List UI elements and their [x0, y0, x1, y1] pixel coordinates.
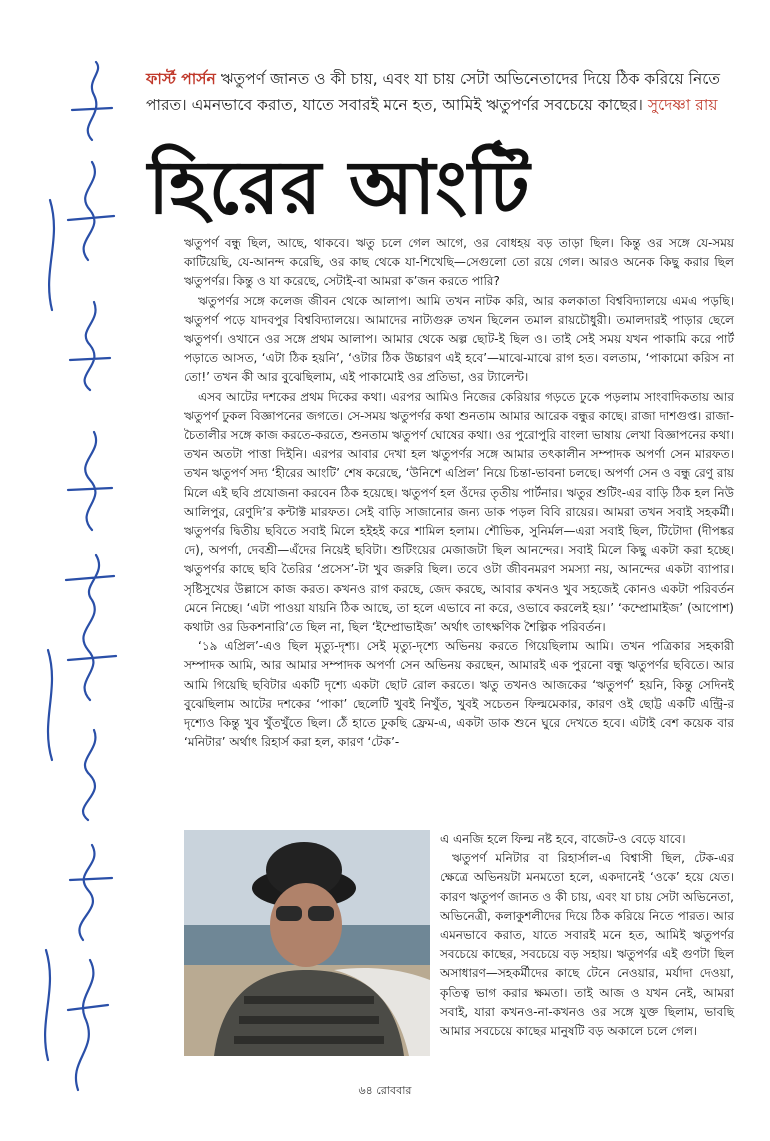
body-paragraph: এসব আটের দশকের প্রথম দিকের কথা। এরপর আমিও নিজের কেরিয়ার গড়তে ঢুকে পড়লাম সাংবাদিকতায় আর ঋতুপর্ণ ঢুকল বিজ্ঞাপনের জগতে। সে-সময় ঋতুপর্ণর কথা শুনতাম আমার আরেক বন্ধুর কাছে। রাজা দাশগুপ্ত। রাজা-চৈতালীর সঙ্গে কাজ করতে-করতে, শুনতাম ঋতুপর্ণ ঘোষের কথা। ওর পুরোপুরি বাংলা ভাষায় লেখা বিজ্ঞাপনের কথা। তখন অতটা পাত্তা দিইনি। এরপর আবার দেখা হল ঋতুপর্ণর সঙ্গে আমার তৎকালীন সম্পাদক অপর্ণা সেন মারফত। তখন ঋতুপর্ণ সদ্য ‘হীরের আংটি’ শেষ করেছে, ‘উনিশে এপ্রিল’ নিয়ে চিন্তা-ভাবনা চলছে। অপর্ণা সেন ও বন্ধু রেণু রায় মিলে এই ছবি প্রযোজনা করবেন ঠিক হয়েছে। ঋতুপর্ণ হল ওঁদের তৃতীয় পার্টনার। ঋতুর শুটিং-এর বাড়ি ঠিক হল নিউ আলিপুর, রেণুদি’র কন্টাক্ট মারফত। সেই বাড়ি সাজানোর জন্য ডাক পড়ল বিবি রায়ের। আমরা তখন সবাই সহকর্মী। ঋতুপর্ণর দ্বিতীয় ছবিতে সবাই মিলে হইহই করে শামিল হলাম। শৌভিক, সুনির্মল—এরা সবাই ছিল, টিটোদা (দীপঙ্কর দে), অপর্ণা, দেবশ্রী—এঁদের নিয়েই ছবিটা। শুটিংয়ের মেজাজটা ছিল আনন্দের। সবাই মিলে কিছু একটা করা হচ্ছে। ঋতুপর্ণর কাছে ছবি তৈরির ‘প্রসেস’-টা খুব জরুরি ছিল। তবে ওটা জীবনমরণ সমস্যা নয়, আনন্দের একটা ব্যাপার। সৃষ্টিসুখের উল্লাসে কাজ করত। কখনও রাগ করছে, জেদ করছে, আবার কখনও খুব সহজেই কোনও একটা পরিবর্তন মেনে নিচ্ছে। ‘এটা পাওয়া যায়নি ঠিক আছে, তা হলে এভাবে না করে, ওভাবে করলেই হয়।’ ‘কম্প্রোমাইজ’ (আপোশ) কথাটা ওর ডিকশনারি’তে ছিল না, ছিল ‘ইম্প্রোভাইজ’ অর্থাৎ তাৎক্ষণিক শৈল্পিক পরিবর্তন। [184, 389, 734, 635]
article-title: হিরের আংটি [148, 145, 531, 231]
article-side-text [440, 830, 734, 1041]
article-body [184, 234, 734, 752]
handwritten-annotation [8, 60, 138, 1120]
handwriting-scribble [8, 60, 138, 1120]
section-kicker: ফার্স্ট পার্সন [146, 70, 216, 88]
side-paragraph: ঋতুপর্ণ মনিটার বা রিহার্সাল-এ বিশ্বাসী ছিল, টেক-এর ক্ষেত্রে অভিনয়টা মনমতো হলে, একদানেই ‘ওকে’ হয়ে যেত। কারণ ঋতুপর্ণ জানত ও কী চায়, এবং যা চায় সেটা অভিনেতা, অভিনেত্রী, কলাকুশলীদের দিয়ে ঠিক করিয়ে নিতে পারত। আর এমনভাবে করাত, যাতে সবারই মনে হত, আমিই ঋতুপর্ণর সবচেয়ে কাছের, সবচেয়ে বড় সহায়। ঋতুপর্ণর এই গুণটা ছিল অসাধারণ—সহকর্মীদের কাছে টেনে নেওয়ার, মর্যাদা দেওয়া, কৃতিত্ব ভাগ করার ক্ষমতা। তাই আজ ও যখন নেই, আমরা সবাই, যারা কখনও-না-কখনও ওর সঙ্গে যুক্ত ছিলাম, ভাবছি আমার সবচেয়ে কাছের মানুষটি বড় অকালে চলে গেল। [440, 851, 734, 1039]
body-paragraph: ঋতুপর্ণ বন্ধু ছিল, আছে, থাকবে। ঋতু চলে গেল আগে, ওর বোধহয় বড় তাড়া ছিল। কিন্তু ওর সঙ্গে যে-সময় কাটিয়েছি, যে-আনন্দ করেছি, ওর কাছ থেকে যা-শিখেছি—সেগুলো তো রয়ে গেল। আরও অনেক কিছু করার ছিল ঋতুপর্ণর। কিন্তু ও যা করেছে, সেটাই-বা আমরা ক’জন করতে পারি? [184, 236, 734, 289]
body-paragraph: ঋতুপর্ণর সঙ্গে কলেজ জীবন থেকে আলাপ। আমি তখন নাটক করি, আর কলকাতা বিশ্ববিদ্যালয়ে এমএ পড়ছি। ঋতুপর্ণ পড়ে যাদবপুর বিশ্ববিদ্যালয়ে। আমাদের নাট্যগুরু তখন ছিলেন তমাল রায়চৌধুরী। তমালদারই পাড়ার ছেলে ঋতুপর্ণ। ওখানে ওর সঙ্গে প্রথম আলাপ। আমার থেকে অল্প ছোট-ই ছিল ও। তাই সেই সময় যখন পাকামি করে পার্ট পড়াতে আসত, ‘এটা ঠিক হয়নি’, ‘ওটার ঠিক উচ্চারণ এই হবে’—মাঝে-মাঝে রাগ হত। বলতাম, ‘পাকামো করিস না তো!’ তখন কী আর বুঝেছিলাম, এই পাকামোই ওর প্রতিভা, ওর ট্যালেন্ট। [184, 293, 734, 385]
body-paragraph: ‘১৯ এপ্রিল’-এও ছিল মৃত্যু-দৃশ্য। সেই মৃত্যু-দৃশ্যে অভিনয় করতে গিয়েছিলাম আমি। তখন পত্রিকার সহকারী সম্পাদক আমি, আর আমার সম্পাদক অপর্ণা সেন অভিনয় করছেন, আমারই এক পুরনো বন্ধু ঋতুপর্ণর ছবিতে। আর আমি গিয়েছি ছবিটার একটি দৃশ্যে একটা ছোট রোল করতে। ঋতু তখনও আজকের ‘ঋতুপর্ণ’ হয়নি, কিন্তু সেদিনই বুঝেছিলাম আটের দশকের ‘পাকা’ ছেলেটি খুবই নিখুঁত, খুবই সচেতন ফিল্মমেকার, কারণ ওই ছোট্ট একটি এন্ট্রি-র দৃশ্যেও কিন্তু খুব খুঁতখুঁতে ছিল। ঠেঁ হাতে ঢুকছি ফ্রেম-এ, একটা ডাক শুনে ঘুরে দেখতে হবে। এটাই বেশ কয়েক বার ‘মনিটার’ অর্থাৎ রিহার্স করা হল, কারণ ‘টেক’- [184, 639, 734, 750]
article-intro [146, 66, 746, 118]
author-photo [184, 830, 430, 1056]
side-paragraph: এ এনজি হলে ফিল্ম নষ্ট হবে, বাজেট-ও বেড়ে যাবে। [440, 832, 686, 846]
photo-illustration [184, 830, 430, 1056]
article-lower-section [184, 830, 734, 1070]
byline: সুদেষ্ণা রায় [647, 96, 718, 114]
page-footer: ৬৪ রোববার [358, 1084, 412, 1097]
intro-text: ঋতুপর্ণ জানত ও কী চায়, এবং যা চায় সেটা অভিনেতাদের দিয়ে ঠিক করিয়ে নিতে পারত। এমনভাবে করাত, যাতে সবারই মনে হত, আমিই ঋতুপর্ণর সবচেয়ে কাছের। [146, 70, 721, 114]
